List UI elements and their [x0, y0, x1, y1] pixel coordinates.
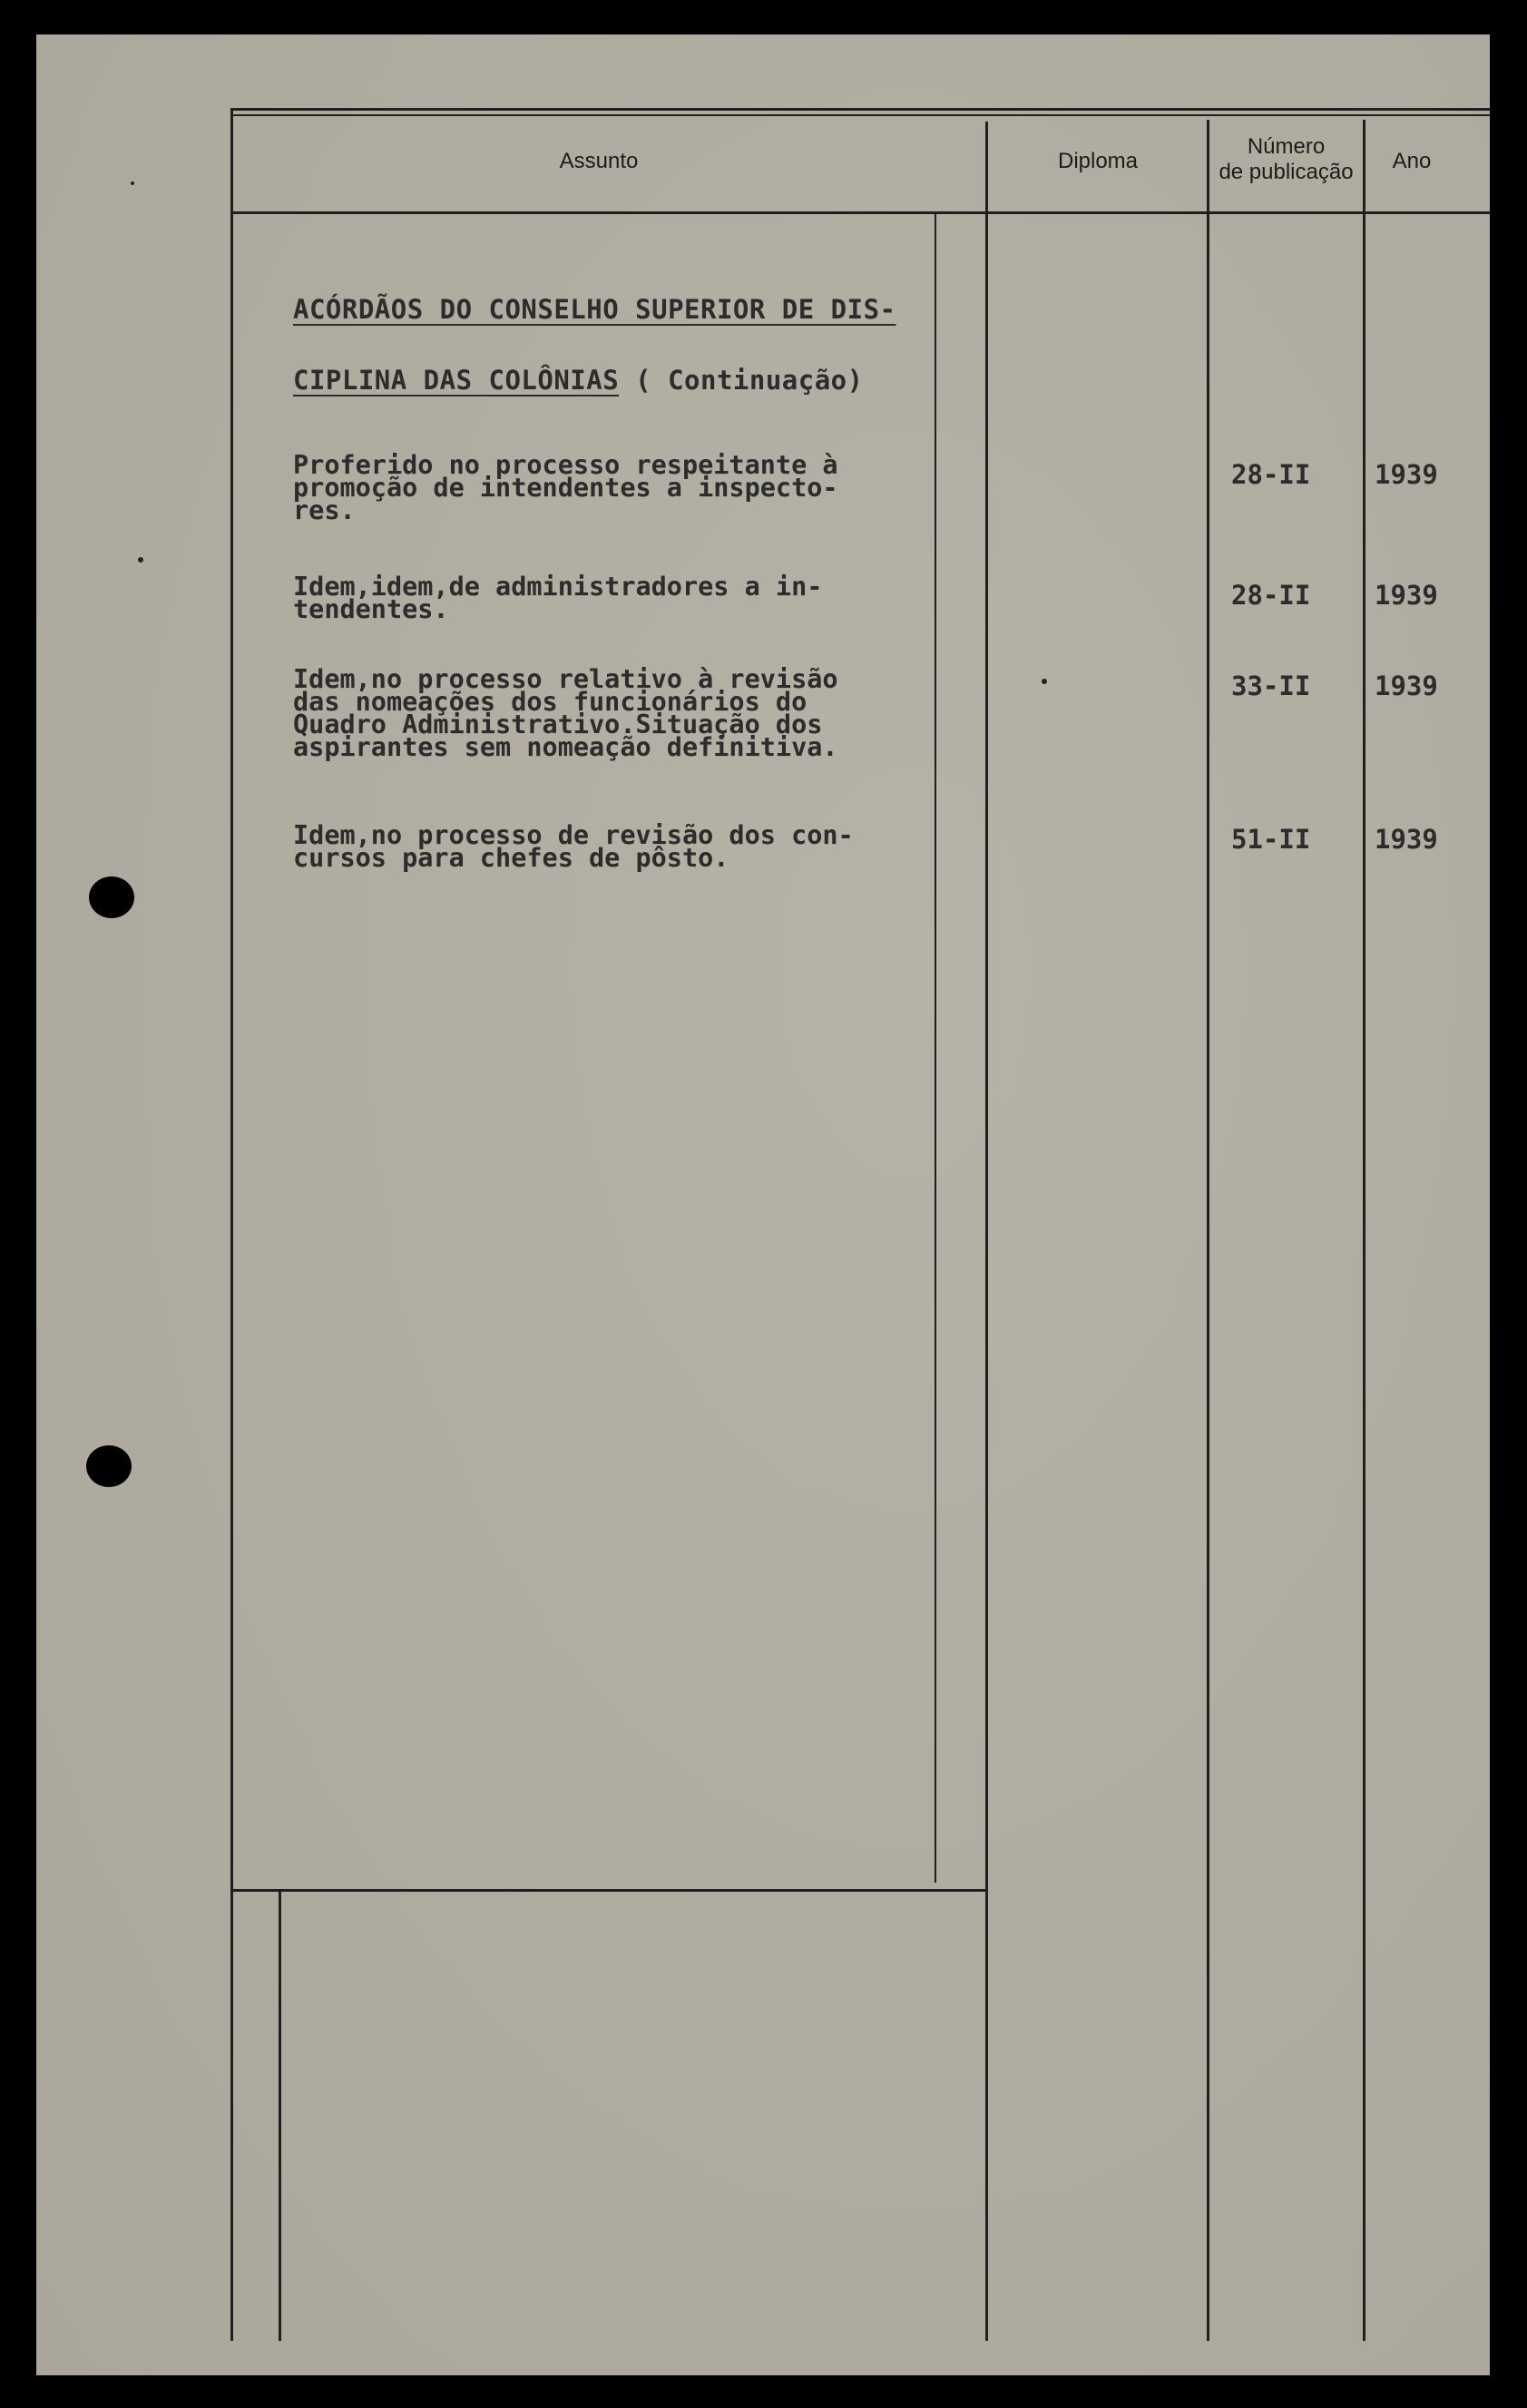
- bottom-box-rule: [230, 1889, 987, 1892]
- entry-numero: 28-II: [1231, 580, 1311, 611]
- ink-dot: [1042, 679, 1047, 684]
- top-rule-thin: [230, 114, 1490, 116]
- entry-text: Proferido no processo respeitante à promoção de intendentes a inspecto- res.: [293, 450, 838, 525]
- entry-text: Idem,no processo de revisão dos con- cursos para chefes de pôsto.: [293, 820, 854, 873]
- entry-numero: 28-II: [1231, 459, 1311, 490]
- section-title-underlined: CIPLINA DAS COLÔNIAS: [293, 365, 620, 396]
- ano-divider: [1363, 120, 1365, 2341]
- header-diploma: Diploma: [1057, 149, 1139, 173]
- document-page: [36, 34, 1490, 2375]
- header-bottom-rule: [230, 211, 1490, 214]
- header-assunto: Assunto: [559, 149, 639, 173]
- section-title-continuation: ( Continuação): [619, 365, 864, 396]
- entry-text: Idem,no processo relativo à revisão das nomeações dos funcionários do Quadro Administrativo.Situação dos aspirantes sem nomeação definitiva.: [293, 664, 838, 762]
- left-border: [230, 109, 233, 2341]
- entry-text: Idem,idem,de administradores a in- tendentes.: [293, 572, 823, 624]
- bottom-box-margin: [279, 1891, 281, 2341]
- header-ano: Ano: [1392, 149, 1432, 173]
- header-numero: [1209, 134, 1363, 185]
- header-numero-line1: Número: [1247, 134, 1326, 159]
- entry-ano: 1939: [1375, 459, 1438, 490]
- numero-divider: [1207, 120, 1209, 2341]
- entry-ano: 1939: [1375, 580, 1438, 611]
- top-rule: [230, 108, 1490, 111]
- section-title-line2: [293, 365, 864, 396]
- entry-ano: 1939: [1375, 671, 1438, 701]
- header-numero-line2: de publicação: [1219, 160, 1354, 184]
- punch-hole: [86, 1445, 132, 1487]
- ink-dot: [138, 557, 143, 563]
- entry-numero: 51-II: [1231, 824, 1311, 855]
- ink-dot: [131, 181, 134, 185]
- entry-numero: 33-II: [1231, 671, 1311, 701]
- section-title-line1: ACÓRDÃOS DO CONSELHO SUPERIOR DE DIS-: [293, 294, 896, 325]
- entry-ano: 1939: [1375, 824, 1438, 855]
- diploma-divider: [985, 122, 988, 2341]
- punch-hole: [89, 876, 134, 918]
